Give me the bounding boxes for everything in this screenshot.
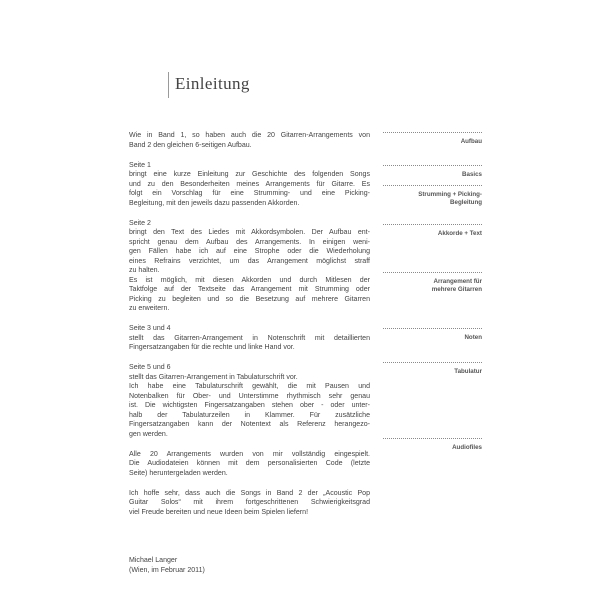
text-line: folgt ein Vorschlag für eine Strumming- und eine Picking-: [129, 190, 370, 197]
paragraph-intro: [129, 131, 370, 150]
margin-note-label: Aufbau: [460, 138, 482, 145]
paragraph-seite-1: [129, 161, 370, 209]
text-line: eines Refrains verzichtet, um das Arrangement möglichst straff: [129, 257, 370, 265]
margin-note-audiofiles: [383, 438, 482, 452]
paragraph-closing: [129, 489, 370, 518]
text-line: Die Audiodateien können mit dem personalisierten Code (letzte: [129, 460, 370, 467]
author-name: Michael Langer: [129, 557, 178, 564]
text-line: Wie in Band 1, so haben auch die 20 Gitarren-Arrangements von: [129, 132, 370, 139]
margin-note-noten: [383, 328, 482, 342]
text-line: viel Freude bereiten und neue Ideen beim Spielen liefern!: [129, 508, 309, 516]
text-line: stellt das Gitarren-Arrangement in Tabulaturschrift vor.: [129, 373, 298, 381]
paragraph-seite-2: [129, 219, 370, 314]
text-line: ist. Die wichtigsten Fingersatzangaben stehen ober - oder unter-: [129, 402, 370, 409]
margin-note-arrangement: [383, 272, 482, 293]
margin-note-akkorde: [383, 224, 482, 238]
text-line: bringt eine kurze Einleitung zur Geschichte des folgenden Songs: [129, 171, 370, 178]
margin-note-label: Arrangement für: [433, 278, 482, 285]
text-line: gen werden.: [129, 430, 168, 438]
margin-note-strumming: [383, 185, 482, 206]
margin-note-aufbau: [383, 132, 482, 146]
text-line: Band 2 den gleichen 6-seitigen Aufbau.: [129, 141, 252, 149]
text-line: Es ist möglich, mit diesen Akkorden und durch Mitlesen der: [129, 276, 370, 284]
margin-note-label: Akkorde + Text: [437, 230, 482, 237]
margin-note-label: Strumming + Picking-: [418, 191, 482, 198]
place-date: (Wien, im Februar 2011): [129, 566, 205, 574]
text-line: Notenbalken für Ober- und Unterstimme rhythmisch sehr genau: [129, 392, 370, 400]
text-line: Seite) heruntergeladen werden.: [129, 469, 228, 477]
margin-note-label: Audiofiles: [452, 444, 482, 451]
section-heading: Seite 1: [129, 161, 151, 169]
text-line: halb der Tabulaturzeilen in Klammer. Für zusätzliche: [129, 411, 370, 419]
page-title: Einleitung: [175, 74, 250, 93]
text-line: Ich habe eine Tabulaturschrift gewählt, die mit Pausen und: [129, 383, 370, 390]
text-line: zu halten.: [129, 267, 160, 274]
section-heading: Seite 2: [129, 219, 151, 227]
signature: [129, 556, 205, 575]
section-heading: Seite 5 und 6: [129, 364, 171, 371]
paragraph-seite-3-4: [129, 324, 370, 353]
text-line: stellt das Gitarren-Arrangement in Notenschrift mit detaillierten: [129, 334, 370, 342]
text-line: Fingersatzangaben kann der Notentext als Referenz herangezo-: [129, 421, 370, 428]
margin-note-label: Noten: [464, 334, 482, 341]
text-line: Alle 20 Arrangements wurden von mir vollständig eingespielt.: [129, 450, 370, 458]
paragraph-seite-5-6: [129, 363, 370, 439]
text-line: Fingersatzangaben für die rechte und linke Hand vor.: [129, 344, 295, 351]
text-line: Ich hoffe sehr, dass auch die Songs in Band 2 der „Acoustic Pop: [129, 489, 370, 497]
section-heading: Seite 3 und 4: [129, 325, 171, 332]
margin-note-label: Tabulatur: [454, 368, 482, 375]
margin-note-basics: [383, 165, 482, 179]
margin-note-tabulatur: [383, 362, 482, 376]
margin-note-label: Begleitung: [450, 198, 482, 206]
title-rule: [168, 72, 169, 98]
margin-note-label: mehrere Gitarren: [431, 285, 482, 293]
text-line: bringt den Text des Liedes mit Akkordsymbolen. Der Aufbau ent-: [129, 229, 370, 236]
margin-note-label: Basics: [462, 171, 482, 178]
text-line: Begleitung, mit den jeweils dazu passenden Akkorden.: [129, 199, 300, 207]
body-text: [129, 131, 370, 517]
text-line: zu erweitern.: [129, 305, 170, 312]
text-line: spricht genau dem Aufbau des Arrangements. In einigen weni-: [129, 238, 370, 246]
text-line: und zu den Besonderheiten meines Arrangements für Gitarre. Es: [129, 180, 370, 188]
text-line: Taktfolge auf der Textseite das Arrangement mit Strumming oder: [129, 286, 370, 293]
paragraph-audio: [129, 450, 370, 479]
text-line: gen Fällen habe ich auf eine Strophe oder die Wiederholung: [129, 248, 370, 255]
text-line: Guitar Solos“ mit ihrem fortgeschrittenen Schwierigkeitsgrad: [129, 499, 370, 506]
text-line: Picking zu begleiten und so die Besetzung auf mehrere Gitarren: [129, 295, 370, 303]
